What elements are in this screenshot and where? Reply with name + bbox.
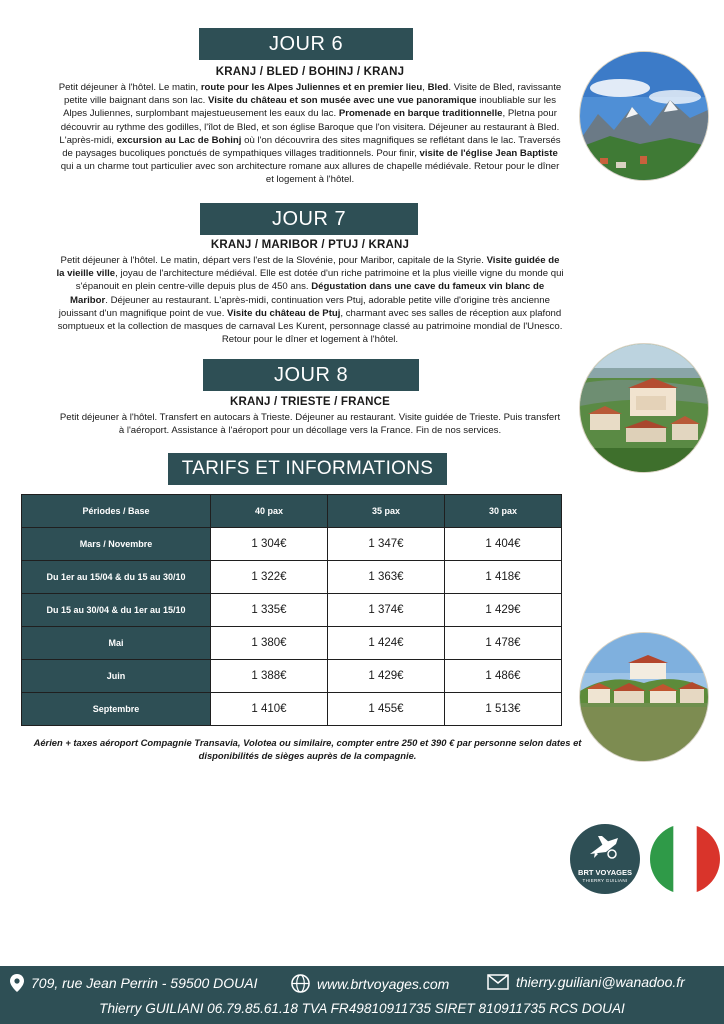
body-text: . Déjeuner au restaurant. L'après-midi, continuation vers Ptuj, adorable petite ville d'origine très ancienne jouissant d'un magnifique point de vue. [58, 294, 550, 319]
day-6-route: KRANJ / BLED / BOHINJ / KRANJ [215, 66, 405, 78]
footer-contact-row [0, 974, 724, 996]
ptuj-castle-photo [580, 344, 708, 472]
price-cell: 1 429€ [445, 594, 562, 627]
footer-email-link[interactable]: thierry.guiliani@wanadoo.fr [516, 974, 685, 990]
footer-website-link[interactable]: www.brtvoyages.com [317, 975, 450, 992]
price-cell: 1 410€ [211, 693, 328, 726]
day-6-banner: JOUR 6 [199, 28, 413, 60]
footer-legal: Thierry GUILIANI 06.79.85.61.18 TVA FR49810911735 SIRET 810911735 RCS DOUAI [99, 1001, 625, 1016]
price-cell: 1 424€ [328, 627, 445, 660]
flight-note: Aérien + taxes aéroport Compagnie Transavia, Volotea ou similaire, compter entre 250 et 390 € par personne selon dates et disponibilités de sièges auprès de la compagnie. [33, 737, 582, 761]
period-cell: Mars / Novembre [22, 528, 211, 561]
brt-voyages-logo [570, 824, 640, 894]
table-row [22, 660, 562, 693]
price-cell: 1 304€ [211, 528, 328, 561]
price-table [21, 494, 562, 726]
day-7-description [56, 254, 564, 346]
price-cell: 1 374€ [328, 594, 445, 627]
body-text: Petit déjeuner à l'hôtel. Transfert en autocars à Trieste. Déjeuner au restaurant. Visite guidée de Trieste. Puis transfert à l'aéroport. Assistance à l'aéroport pour un décollage vers la France. Fin de nos services. [59, 412, 561, 437]
day-8-route: KRANJ / TRIESTE / FRANCE [229, 396, 391, 408]
header-period: Périodes / Base [22, 495, 211, 528]
ptuj-town-photo [580, 633, 708, 761]
body-text: , [422, 82, 428, 93]
period-cell: Du 15 au 30/04 & du 1er au 15/10 [22, 594, 211, 627]
period-cell: Du 1er au 15/04 & du 15 au 30/10 [22, 561, 211, 594]
header-35-pax: 35 pax [328, 495, 445, 528]
highlight-text: visite de l'église Jean Baptiste [419, 148, 558, 160]
price-cell: 1 455€ [328, 693, 445, 726]
italy-flag [650, 824, 720, 894]
body-text: inoubliable sur les Alpes Juliennes, surplombant majestueusement les eaux du lac. [63, 95, 556, 120]
highlight-text: Visite du château de Ptuj [227, 307, 341, 319]
highlight-text: route pour les Alpes Juliennes et en premier lieu [200, 82, 423, 93]
footer-email[interactable] [487, 974, 685, 990]
price-cell: 1 429€ [328, 660, 445, 693]
price-cell: 1 322€ [211, 561, 328, 594]
price-cell: 1 404€ [445, 528, 562, 561]
body-text: , charmant avec ses salles de réception aux plafond somptueux et la collection de masques de carnaval Les Kurent, personnage classé au patrimoine mondial de l'Unesco. Retour pour le dîner et logement à l'hôtel. [57, 307, 563, 346]
logo-subtitle: THIERRY GUILIANI [582, 878, 628, 883]
location-pin-icon [10, 974, 24, 992]
body-text: où l'on découvrira des sites magnifiques se reflétant dans le lac. Traversés de paysages bucoliques ponctués de sympathiques villages traditionnels. Pour finir, [62, 134, 561, 160]
day-7-route: KRANJ / MARIBOR / PTUJ / KRANJ [210, 239, 410, 251]
body-text: , joyau de l'architecture médiéval. Elle est dotée d'un riche patrimoine et la plus vieille vigne du monde qui s'épanouit en plein centre-ville depuis plus de 450 ans. [75, 268, 564, 293]
body-text: . Visite de Bled, ravissante petite ville baignant dans son lac. [63, 82, 562, 107]
period-cell: Juin [22, 660, 211, 693]
logo-name: BRT VOYAGES [578, 868, 632, 877]
globe-icon [291, 974, 310, 993]
table-row [22, 693, 562, 726]
highlight-text: Promenade en barque traditionnelle [338, 108, 503, 120]
table-row [22, 627, 562, 660]
airplane-icon [570, 824, 640, 868]
day-8-banner: JOUR 8 [203, 359, 419, 391]
header-40-pax: 40 pax [211, 495, 328, 528]
highlight-text: Bled [427, 82, 449, 93]
price-cell: 1 380€ [211, 627, 328, 660]
tarifs-banner: TARIFS ET INFORMATIONS [168, 453, 447, 485]
table-row [22, 594, 562, 627]
body-text: qui a un charme tout particulier avec son architecture romane aux allures de chapelle médiévale. Retour pour le dîner et logement à l'hôtel. [60, 161, 560, 186]
day-7-banner: JOUR 7 [200, 203, 418, 235]
highlight-text: Dégustation dans une cave du fameux vin blanc de Maribor [70, 281, 545, 306]
price-cell: 1 478€ [445, 627, 562, 660]
envelope-icon [487, 974, 509, 990]
highlight-text: Visite guidée de la vieille ville [56, 255, 560, 280]
price-cell: 1 486€ [445, 660, 562, 693]
price-cell: 1 513€ [445, 693, 562, 726]
footer-address [10, 974, 257, 992]
body-text: Petit déjeuner à l'hôtel. Le matin, [58, 82, 201, 93]
table-row [22, 561, 562, 594]
price-table-header [22, 495, 562, 528]
price-cell: 1 363€ [328, 561, 445, 594]
price-cell: 1 347€ [328, 528, 445, 561]
footer-website[interactable] [291, 974, 449, 993]
table-row [22, 528, 562, 561]
period-cell: Septembre [22, 693, 211, 726]
footer-address-text: 709, rue Jean Perrin - 59500 DOUAI [31, 975, 258, 991]
header-30-pax: 30 pax [445, 495, 562, 528]
day-8-description [56, 411, 564, 437]
footer [0, 966, 724, 1024]
day-6-description [56, 81, 564, 187]
body-text: Petit déjeuner à l'hôtel. Le matin, départ vers l'est de la Slovénie, pour Maribor, capitale de la Styrie. [60, 255, 487, 266]
price-cell: 1 335€ [211, 594, 328, 627]
price-cell: 1 418€ [445, 561, 562, 594]
highlight-text: excursion au Lac de Bohinj [116, 134, 242, 146]
bled-mountains-photo [580, 52, 708, 180]
price-cell: 1 388€ [211, 660, 328, 693]
body-text: , Pletna pour découvrir au rythme des godilles, l'îlot de Bled, et son église Baroque que l'on visitera. Déjeuner au restaurant à Bled. L'après-midi, [59, 108, 560, 146]
highlight-text: Visite du château et son musée avec une vue panoramique [207, 95, 477, 107]
period-cell: Mai [22, 627, 211, 660]
